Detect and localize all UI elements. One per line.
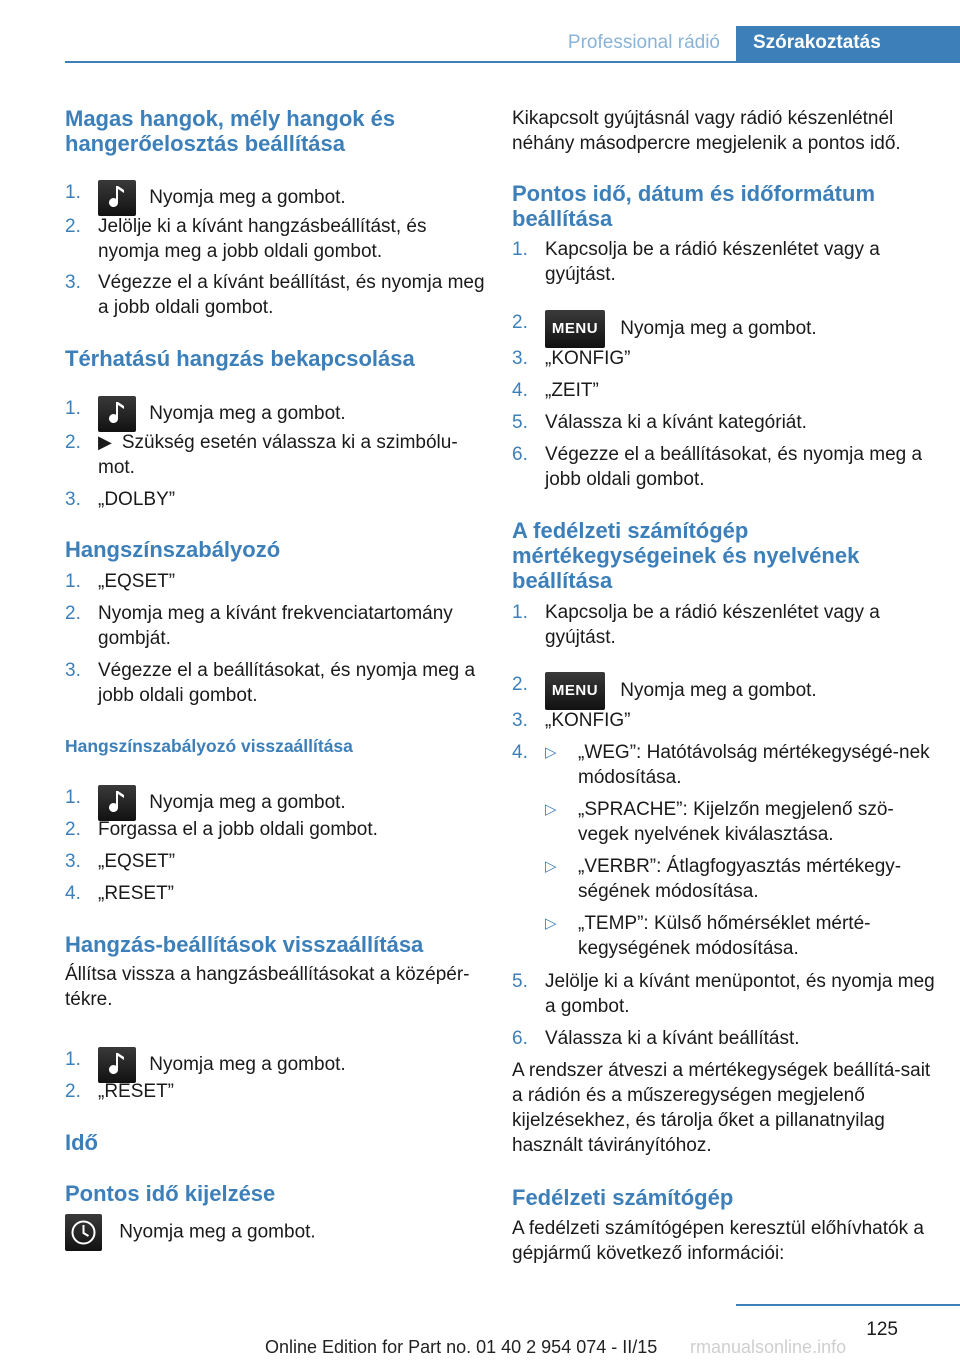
paragraph: Állítsa vissza a hangzásbeállításokat a középér‐tékre. — [65, 964, 470, 1010]
heading-tone-balance: Magas hangok, mély hangok és hangerőelosztás beállítása — [65, 106, 396, 156]
heading-equalizer-reset: Hangszínszabályozó visszaállítása — [65, 736, 353, 756]
heading-time: Idő — [65, 1130, 98, 1155]
header-section: Professional rádió — [567, 32, 720, 53]
heading-units-language: A fedélzeti számítógép mértékegységeinek és nyelvének beállítása — [512, 518, 860, 593]
paragraph: A rendszer átveszi a mértékegységek beállítá‐sait a rádión és a műszeregységen megjelenő kijelzésekhez, és tárolja őket a pillanatnyilag használt távirányítóhoz. — [512, 1060, 931, 1156]
heading-time-date-format: Pontos idő, dátum és időformátum beállítása — [512, 181, 876, 231]
watermark: rmanualsonline.info — [690, 1337, 847, 1357]
header-chapter-tab: Szórakoztatás — [736, 26, 960, 62]
edition-note: Online Edition for Part no. 01 40 2 954 074 - II/15 — [265, 1337, 658, 1357]
triangle-bullet-icon: ▷ — [545, 801, 557, 818]
triangle-bullet-icon: ▷ — [545, 744, 557, 761]
header-rule — [65, 61, 960, 63]
heading-time-display: Pontos idő kijelzése — [65, 1181, 276, 1206]
page-number: 125 — [866, 1319, 898, 1340]
play-arrow-icon: ▶ — [98, 432, 112, 452]
music-note-icon — [98, 1047, 136, 1083]
heading-equalizer: Hangszínszabályozó — [65, 537, 281, 562]
footer-rule — [736, 1304, 960, 1306]
triangle-bullet-icon: ▷ — [545, 915, 557, 932]
music-note-icon — [98, 396, 136, 432]
music-note-icon — [98, 785, 136, 821]
heading-onboard-computer: Fedélzeti számítógép — [512, 1185, 734, 1210]
menu-button-icon: MENU — [545, 310, 605, 348]
paragraph: A fedélzeti számítógépen keresztül előhívhatók a gépjármű következő információi: — [512, 1218, 924, 1264]
triangle-bullet-icon: ▷ — [545, 858, 557, 875]
paragraph: Nyomja meg a gombot. — [65, 1214, 485, 1251]
heading-sound-reset: Hangzás-beállítások visszaállítása — [65, 932, 424, 957]
music-note-icon — [98, 180, 136, 216]
paragraph: Kikapcsolt gyújtásnál vagy rádió készenlétnél néhány másodpercre megjelenik a pontos idő. — [512, 108, 901, 154]
heading-surround: Térhatású hangzás bekapcsolása — [65, 346, 415, 371]
clock-icon — [65, 1214, 102, 1251]
menu-button-icon: MENU — [545, 672, 605, 710]
